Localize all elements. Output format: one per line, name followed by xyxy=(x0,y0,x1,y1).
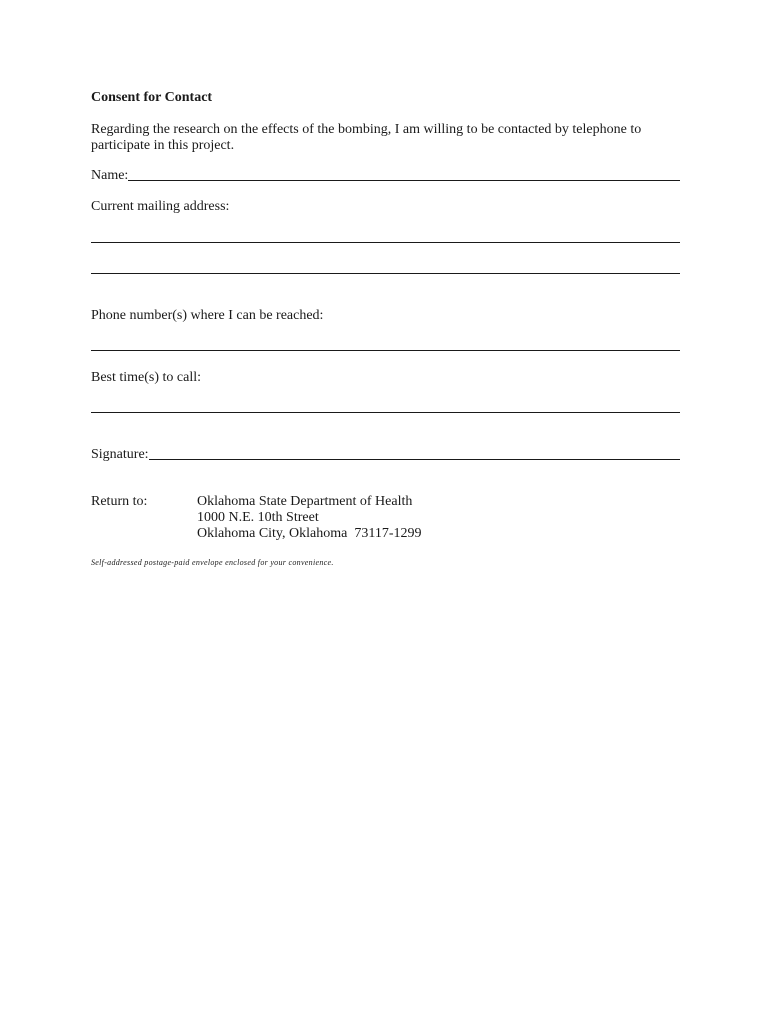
signature-field[interactable] xyxy=(91,443,680,463)
phone-line[interactable] xyxy=(91,350,680,351)
address-label: Current mailing address: xyxy=(91,199,230,214)
signature-line[interactable] xyxy=(149,443,680,460)
intro-paragraph: Regarding the research on the effects of the bombing, I am willing to be contacted by telephone to participate in this project. xyxy=(91,122,642,153)
name-field[interactable] xyxy=(91,164,680,184)
form-title: Consent for Contact xyxy=(91,90,213,105)
return-label: Return to: xyxy=(91,494,148,509)
return-address-line-2: 1000 N.E. 10th Street xyxy=(197,510,319,525)
best-time-label: Best time(s) to call: xyxy=(91,370,202,385)
return-address-line-1: Oklahoma State Department of Health xyxy=(197,494,413,509)
return-address xyxy=(197,494,422,542)
name-label: Name: xyxy=(91,168,129,183)
signature-label: Signature: xyxy=(91,447,149,462)
address-line-1[interactable] xyxy=(91,242,680,243)
best-time-line[interactable] xyxy=(91,412,680,413)
address-line-2[interactable] xyxy=(91,273,680,274)
name-line[interactable] xyxy=(128,164,680,181)
return-address-line-3: Oklahoma City, Oklahoma 73117-1299 xyxy=(197,526,422,541)
footer-note: Self-addressed postage-paid envelope enclosed for your convenience. xyxy=(91,558,334,567)
phone-label: Phone number(s) where I can be reached: xyxy=(91,308,324,323)
